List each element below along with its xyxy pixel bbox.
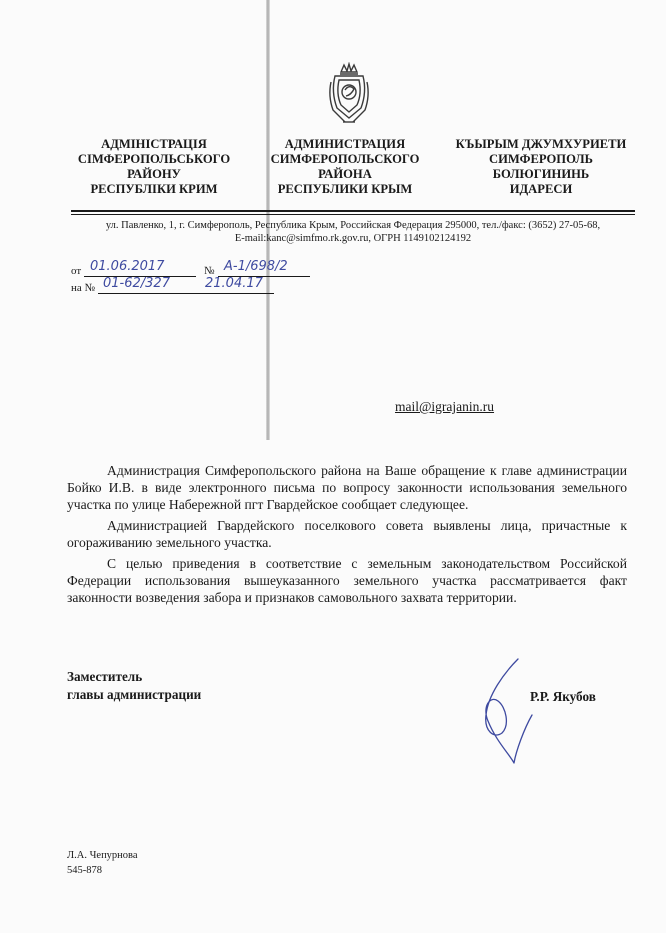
outgoing-number: А-1/698/2 <box>224 259 288 274</box>
header-divider-thin <box>71 214 635 215</box>
body-paragraph: Администрацией Гвардейского поселкового совета выявлены лица, причастные к огораживанию земельного участка. <box>67 518 627 550</box>
header-ru-line: РЕСПУБЛИКИ КРЫМ <box>277 182 413 196</box>
header-crimean-tatar <box>441 137 641 197</box>
signatory-title-line: Заместитель <box>67 669 143 684</box>
executor-block <box>67 848 138 878</box>
header-ru-line: СИМФЕРОПОЛЬСКОГО <box>270 152 420 166</box>
body-paragraph: Администрация Симферопольского района на Ваше обращение к главе администрации Бойко И.В. в виде электронного письма по вопросу законности использования земельного участка по улице Набережной пгт Гвардейское сообщает следующее. <box>67 463 627 512</box>
header-ct-line: СИМФЕРОПОЛЬ <box>489 152 593 166</box>
signatory-name: Р.Р. Якубов <box>530 689 596 704</box>
header-ct-line: БОЛЮГИНИНЬ <box>492 167 590 181</box>
reply-number: 01-62/327 <box>103 276 170 291</box>
header-ua-line: АДМІНІСТРАЦІЯ <box>101 137 207 151</box>
handwritten-signature <box>474 655 544 767</box>
body-paragraph: С целью приведения в соответствие с земельным законодательством Российской Федерации использования вышеуказанного земельного участка рассматривается факт законности возведения забора и признаков самовольного захвата территории. <box>67 556 627 605</box>
number-label: № <box>204 265 215 277</box>
header-ru-line: РАЙОНА <box>318 167 372 181</box>
recipient-email: mail@igrajanin.ru <box>395 399 495 414</box>
header-ru-line: АДМИНИСТРАЦИЯ <box>284 137 406 151</box>
reply-label: на № <box>71 282 96 294</box>
signatory-title <box>67 668 201 704</box>
address-line: ул. Павленко, 1, г. Симферополь, Республика Крым, Российская Федерация 295000, тел./факс: (3652) 27-05-68, <box>105 220 601 231</box>
from-label: от <box>71 265 82 277</box>
header-ct-line: КЪЫРЫМ ДЖУМХУРИЕТИ <box>455 137 627 151</box>
reply-date: 21.04.17 <box>205 276 263 291</box>
address-block <box>71 219 635 245</box>
header-russian <box>245 137 445 197</box>
header-ua-line: СІМФЕРОПОЛЬСЬКОГО <box>77 152 231 166</box>
header-ct-line: ИДАРЕСИ <box>509 182 573 196</box>
executor-phone: 545-878 <box>67 865 102 876</box>
from-date: 01.06.2017 <box>90 259 165 274</box>
header-ukrainian <box>54 137 254 197</box>
header-ua-line: РАЙОНУ <box>127 167 181 181</box>
address-email-line: E-mail:kanc@simfmo.rk.gov.ru, ОГРН 1149102124192 <box>234 233 472 244</box>
executor-name: Л.А. Чепурнова <box>67 850 138 861</box>
letter-body <box>67 462 627 610</box>
header-ua-line: РЕСПУБЛІКИ КРИМ <box>90 182 218 196</box>
crimea-coat-of-arms-icon <box>327 62 371 126</box>
reply-underline <box>98 293 274 294</box>
signatory-title-line: главы администрации <box>67 687 202 702</box>
header-divider-thick <box>71 210 635 212</box>
